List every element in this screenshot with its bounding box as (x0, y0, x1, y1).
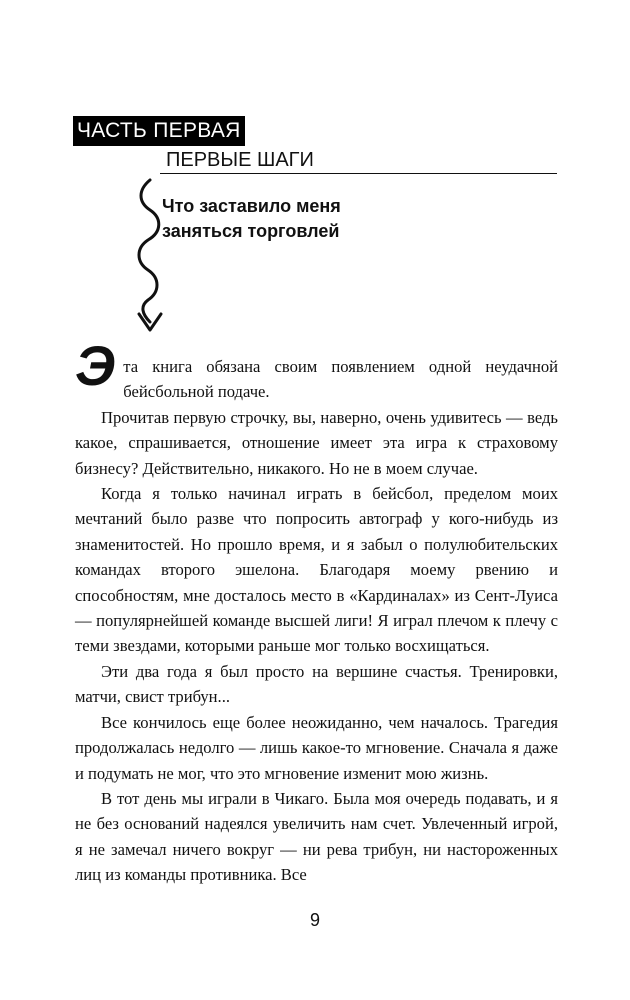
paragraph-1 (75, 334, 558, 405)
paragraph-5: Все кончилось еще более неожиданно, чем началось. Трагедия продолжалась недолго — лишь какое-то мгновение. Сначала я даже и подумать не мог, что это мгновение изменит мою жизнь. (75, 712, 558, 783)
paragraph-6: В тот день мы играли в Чикаго. Была моя очередь подавать, и я не без оснований надеялся увеличить нам счет. Увлеченный игрой, я не замечал ничего вокруг — ни рева трибун, ни настороженных лиц из команды противника. Все (75, 788, 558, 885)
section-heading: ПЕРВЫЕ ШАГИ (166, 149, 314, 171)
page-number: 9 (309, 910, 320, 930)
paragraph-3: Когда я только начинал играть в бейсбол, пределом моих мечтаний было разве что попросить автограф у кого-нибудь из знаменитостей. Но прошло время, и я забыл о полулюбительских командах второго эшелона. Благодаря моему рвению и способностям, мне досталось место в «Кардиналах» из Сент-Луиса — популярнейшей команде высшей лиги! Я играл плечом к плечу с теми звездами, которыми раньше мог только восхищаться. (75, 484, 558, 656)
section-rule (160, 173, 557, 174)
part-heading: ЧАСТЬ ПЕРВАЯ (73, 116, 245, 146)
paragraph-2: Прочитав первую строчку, вы, наверно, очень удивитесь — ведь какое, спрашивается, отношение имеет эта игра к страховому бизнесу? Действительно, никакого. Но не в моем случае. (75, 407, 558, 478)
chapter-title-line-2: заняться торговлей (162, 221, 340, 241)
chapter-title-line-1: Что заставило меня (162, 196, 341, 216)
body-text (75, 334, 558, 888)
paragraph-1-text: та книга обязана своим появлением одной неудачной бейсбольной подаче. (123, 357, 558, 402)
paragraph-4: Эти два года я был просто на вершине счастья. Тренировки, матчи, свист трибун... (75, 661, 558, 707)
drop-cap: Э (75, 334, 116, 397)
chapter-title (162, 194, 341, 244)
